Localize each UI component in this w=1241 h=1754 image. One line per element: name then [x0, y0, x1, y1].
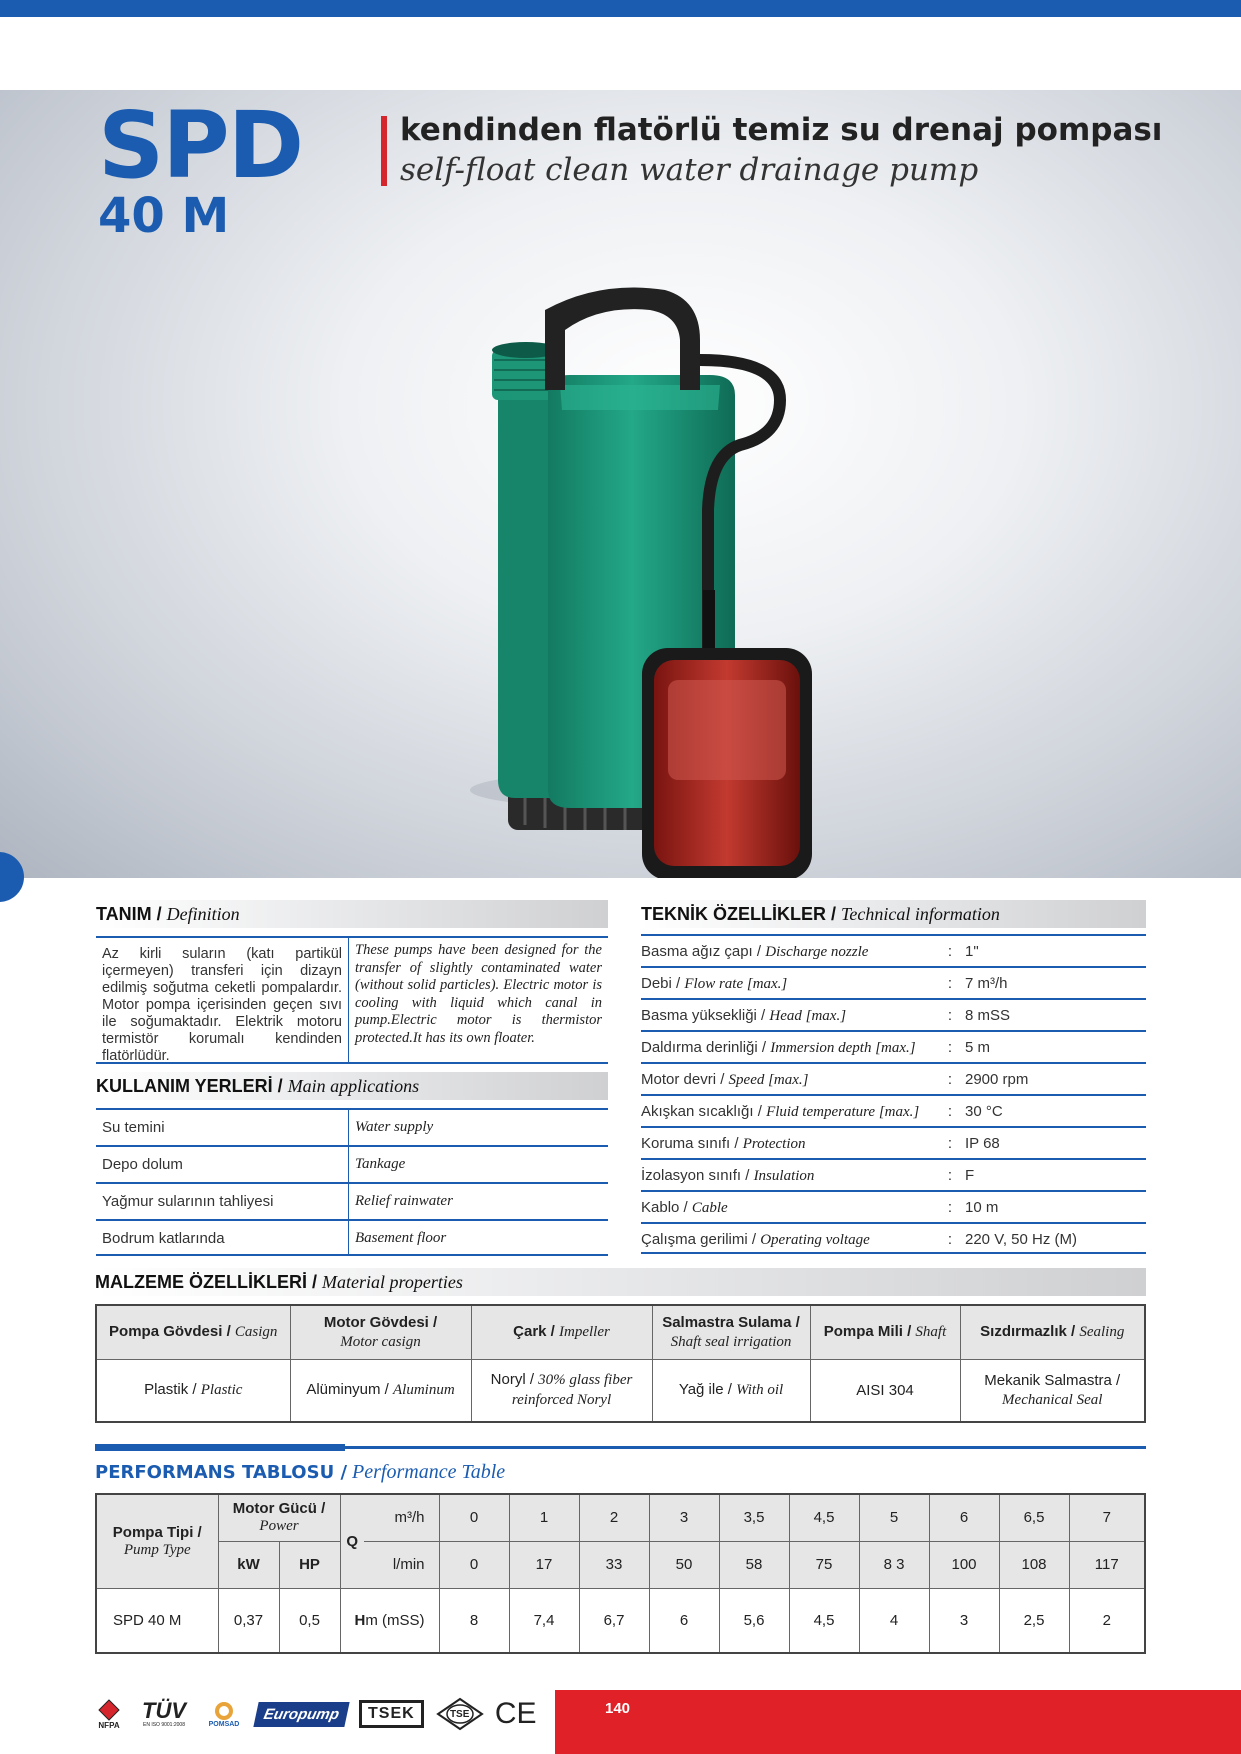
- unit-m3h: m³/h: [364, 1494, 439, 1541]
- spec-label-en: Insulation: [753, 1168, 815, 1184]
- tse-text: TSE: [449, 1708, 470, 1720]
- product-code: SPD: [98, 92, 303, 199]
- performance-heading-en: Performance Table: [352, 1461, 506, 1483]
- spec-label-en: Speed [max.]: [728, 1072, 809, 1088]
- value-tr: Mekanik Salmastra /: [984, 1371, 1121, 1389]
- header-tr: Pompa Mili /: [823, 1323, 912, 1341]
- table-header: [652, 1305, 810, 1359]
- materials-table: [95, 1304, 1146, 1423]
- spec-separator: :: [947, 1071, 953, 1088]
- definition-heading: [96, 900, 608, 928]
- flow-m3h: 6,5: [999, 1494, 1069, 1541]
- head-value: 6: [649, 1588, 719, 1653]
- flow-m3h: 0: [439, 1494, 509, 1541]
- header-tr: Sızdırmazlık /: [980, 1323, 1076, 1341]
- head-value: 3: [929, 1588, 999, 1653]
- spec-label-en: Fluid temperature [max.]: [766, 1104, 920, 1120]
- hp-header: HP: [279, 1541, 340, 1588]
- spec-value: 5 m: [965, 1039, 991, 1056]
- value-en: With oil: [736, 1382, 784, 1399]
- table-row: [641, 1126, 1146, 1158]
- materials-heading-tr: MALZEME ÖZELLİKLERİ /: [95, 1272, 317, 1292]
- spec-label-en: Operating voltage: [760, 1232, 870, 1248]
- application-en: Basement floor: [355, 1230, 447, 1246]
- nfpa-text: NFPA: [98, 1720, 120, 1730]
- performance-table: [95, 1493, 1146, 1654]
- spec-value: 30 °C: [965, 1103, 1003, 1120]
- table-row: [641, 998, 1146, 1030]
- table-header: [810, 1305, 960, 1359]
- pump-type-en: Pump Type: [123, 1541, 191, 1558]
- flow-lmin: 75: [789, 1541, 859, 1588]
- technical-heading-en: Technical information: [841, 904, 1000, 924]
- spec-label-tr: İzolasyon sınıfı /: [641, 1167, 750, 1184]
- kw-header: kW: [218, 1541, 279, 1588]
- flow-m3h: 2: [579, 1494, 649, 1541]
- application-tr: Depo dolum: [96, 1147, 349, 1182]
- table-cell: [471, 1359, 652, 1422]
- spec-separator: :: [947, 1231, 953, 1248]
- flow-lmin: 100: [929, 1541, 999, 1588]
- definition-text-en: These pumps have been designed for the transfer of slightly contaminated water (without solid particles). Electric motor is cooling with liquid which canal in pump.Electric motor is thermistor protected.It has its own floater.: [355, 942, 602, 1046]
- performance-heading: [95, 1461, 505, 1484]
- table-cell: [652, 1359, 810, 1422]
- table-cell: [960, 1359, 1145, 1422]
- spec-label-en: Protection: [742, 1136, 806, 1152]
- head-value: 4: [859, 1588, 929, 1653]
- table-row: [641, 934, 1146, 966]
- tsek-logo: [359, 1700, 424, 1728]
- spec-value: 7 m³/h: [965, 975, 1008, 992]
- table-cell: [810, 1359, 960, 1422]
- flow-lmin: 58: [719, 1541, 789, 1588]
- definition-heading-tr: TANIM /: [96, 904, 162, 924]
- spec-label-en: Flow rate [max.]: [684, 976, 788, 992]
- spec-separator: :: [947, 1007, 953, 1024]
- value-en: Aluminum: [393, 1382, 455, 1399]
- flow-lmin: 0: [439, 1541, 509, 1588]
- spec-label-tr: Koruma sınıfı /: [641, 1135, 739, 1152]
- title-divider: [381, 116, 387, 186]
- applications-heading-tr: KULLANIM YERLERİ /: [96, 1076, 283, 1096]
- spec-separator: :: [947, 1135, 953, 1152]
- head-value: 2,5: [999, 1588, 1069, 1653]
- value-en: Mechanical Seal: [1002, 1391, 1103, 1408]
- applications-heading-en: Main applications: [287, 1076, 420, 1096]
- tsek-text: TSEK: [368, 1705, 415, 1722]
- table-row: [641, 1062, 1146, 1094]
- power-header: [218, 1494, 340, 1541]
- table-header: [290, 1305, 471, 1359]
- header-en: Shaft seal irrigation: [670, 1333, 792, 1350]
- table-header: [471, 1305, 652, 1359]
- head-value: 6,7: [579, 1588, 649, 1653]
- header-en: Sealing: [1079, 1324, 1125, 1341]
- applications-list: [96, 1108, 608, 1256]
- technical-heading-tr: TEKNİK ÖZELLİKLER /: [641, 904, 836, 924]
- definition-text-tr: Az kirli suların (katı partikül içermeyen) transferi için dizayn edilmiş soğutma ceketli pompalardır. Motor pompa içerisinden geçen sıvı ile soğumaktadır. Elektrik motoru termistör korumalı kendinden flatörlüdür.: [96, 938, 349, 1062]
- performance-divider-accent: [95, 1444, 345, 1451]
- q-text: Q: [346, 1532, 359, 1550]
- table-row: [641, 1030, 1146, 1062]
- spec-label-tr: Çalışma gerilimi /: [641, 1231, 757, 1248]
- value-tr: Noryl /: [490, 1371, 534, 1389]
- header-en: Shaft: [915, 1324, 947, 1341]
- flow-lmin: 117: [1069, 1541, 1145, 1588]
- table-row: [96, 1541, 1145, 1588]
- spec-value: 220 V, 50 Hz (M): [965, 1231, 1077, 1248]
- spec-value: IP 68: [965, 1135, 1000, 1152]
- technical-list: [641, 934, 1146, 1254]
- value-tr: Yağ ile /: [678, 1381, 732, 1399]
- header-en: Impeller: [559, 1324, 610, 1341]
- spec-label-tr: Kablo /: [641, 1199, 688, 1216]
- table-row: [641, 966, 1146, 998]
- page-number: 140: [605, 1700, 631, 1717]
- europump-logo: [253, 1702, 349, 1727]
- application-tr: Yağmur sularının tahliyesi: [96, 1184, 349, 1219]
- materials-heading: [95, 1268, 1146, 1296]
- spec-value: F: [965, 1167, 975, 1184]
- application-en: Water supply: [355, 1119, 434, 1135]
- spec-label-en: Cable: [691, 1200, 728, 1216]
- head-label-unit: m (mSS): [365, 1611, 425, 1629]
- table-row: [96, 1359, 1145, 1422]
- pomsad-logo: [204, 1701, 244, 1728]
- performance-heading-tr: PERFORMANS TABLOSU /: [95, 1462, 348, 1483]
- ce-text: CE: [494, 1697, 537, 1730]
- table-header: [96, 1305, 290, 1359]
- pump-type-header: [96, 1494, 218, 1588]
- head-value: 4,5: [789, 1588, 859, 1653]
- value-tr: Plastik /: [144, 1381, 197, 1399]
- footer-bar: [555, 1690, 1241, 1754]
- hp-value: 0,5: [279, 1588, 340, 1653]
- value-en: 30% glass fiber reinforced Noryl: [511, 1372, 633, 1409]
- table-row: [641, 1190, 1146, 1222]
- value-en: Plastic: [200, 1382, 243, 1399]
- unit-lmin: l/min: [364, 1541, 439, 1588]
- power-en: Power: [259, 1518, 299, 1535]
- flow-lmin: 33: [579, 1541, 649, 1588]
- table-row: [641, 1158, 1146, 1190]
- spec-separator: :: [947, 1167, 953, 1184]
- header-tr: Çark /: [513, 1323, 555, 1341]
- list-item: [96, 1219, 608, 1256]
- pump-type-value: SPD 40 M: [96, 1588, 218, 1653]
- header-en: Casign: [234, 1324, 278, 1341]
- flow-lmin: 17: [509, 1541, 579, 1588]
- applications-heading: [96, 1072, 608, 1100]
- technical-heading: [641, 900, 1146, 928]
- head-value: 8: [439, 1588, 509, 1653]
- pomsad-text: POMSAD: [208, 1720, 240, 1728]
- table-cell: [290, 1359, 471, 1422]
- certification-logos: [94, 1696, 536, 1732]
- spec-label-tr: Basma yüksekliği /: [641, 1007, 766, 1024]
- header-tr: Salmastra Sulama /: [662, 1313, 800, 1331]
- europump-text: Europump: [262, 1705, 341, 1723]
- head-label-letter: H: [354, 1611, 366, 1629]
- table-header: [960, 1305, 1145, 1359]
- spec-label-tr: Akışkan sıcaklığı /: [641, 1103, 762, 1120]
- application-en: Tankage: [355, 1156, 406, 1172]
- spec-label-tr: Daldırma derinliği /: [641, 1039, 767, 1056]
- materials-heading-en: Material properties: [322, 1272, 463, 1292]
- kw-value: 0,37: [218, 1588, 279, 1653]
- spec-label-tr: Basma ağız çapı /: [641, 943, 762, 960]
- flow-lmin: 8 3: [859, 1541, 929, 1588]
- list-item: [96, 1182, 608, 1219]
- head-value: 7,4: [509, 1588, 579, 1653]
- flow-m3h: 5: [859, 1494, 929, 1541]
- header-tr: Motor Gövdesi /: [323, 1313, 438, 1331]
- spec-separator: :: [947, 1199, 953, 1216]
- table-row: [96, 1494, 1145, 1541]
- pump-type-tr: Pompa Tipi /: [112, 1523, 202, 1541]
- table-row: [641, 1222, 1146, 1254]
- flow-lmin: 108: [999, 1541, 1069, 1588]
- nfpa-logo: [94, 1699, 124, 1730]
- spec-label-tr: Motor devri /: [641, 1071, 725, 1088]
- flow-m3h: 3: [649, 1494, 719, 1541]
- flow-lmin: 50: [649, 1541, 719, 1588]
- flow-m3h: 1: [509, 1494, 579, 1541]
- product-title-tr: kendinden flatörlü temiz su drenaj pompası: [400, 112, 1163, 148]
- head-value: 5,6: [719, 1588, 789, 1653]
- power-tr: Motor Gücü /: [232, 1500, 326, 1518]
- spec-separator: :: [947, 943, 953, 960]
- list-item: [96, 1145, 608, 1182]
- spec-label-en: Discharge nozzle: [765, 944, 869, 960]
- product-model: 40 M: [98, 188, 230, 244]
- spec-label-en: Immersion depth [max.]: [770, 1040, 916, 1056]
- performance-divider: [95, 1446, 1146, 1449]
- tuv-text: TÜV: [142, 1698, 186, 1723]
- tuv-subtext: EN ISO 9001:2008: [143, 1722, 185, 1728]
- header-tr: Pompa Gövdesi /: [109, 1323, 231, 1341]
- top-accent-bar: [0, 0, 1241, 17]
- value-tr: Alüminyum /: [306, 1381, 389, 1399]
- flow-m3h: 7: [1069, 1494, 1145, 1541]
- tse-logo: [436, 1697, 484, 1731]
- spec-separator: :: [947, 975, 953, 992]
- spec-separator: :: [947, 1103, 953, 1120]
- application-tr: Su temini: [96, 1110, 349, 1145]
- head-value: 2: [1069, 1588, 1145, 1653]
- spec-label-en: Head [max.]: [769, 1008, 847, 1024]
- definition-heading-en: Definition: [166, 904, 240, 924]
- spec-value: 8 mSS: [965, 1007, 1011, 1024]
- flow-m3h: 6: [929, 1494, 999, 1541]
- table-cell: [96, 1359, 290, 1422]
- table-row: [96, 1588, 1145, 1653]
- list-item: [96, 1108, 608, 1145]
- flow-m3h: 4,5: [789, 1494, 859, 1541]
- header-en: Motor casign: [340, 1333, 421, 1350]
- product-title-en: self-float clean water drainage pump: [400, 152, 979, 188]
- q-label: [340, 1494, 364, 1588]
- ce-mark-icon: [496, 1697, 536, 1731]
- head-label: [340, 1588, 439, 1653]
- spec-value: 2900 rpm: [965, 1071, 1029, 1088]
- tuv-logo: [136, 1700, 192, 1728]
- spec-separator: :: [947, 1039, 953, 1056]
- flow-m3h: 3,5: [719, 1494, 789, 1541]
- definition-box: [96, 936, 608, 1064]
- table-row: [96, 1305, 1145, 1359]
- value-tr: AISI 304: [856, 1381, 914, 1399]
- spec-label-tr: Debi /: [641, 975, 681, 992]
- table-row: [641, 1094, 1146, 1126]
- application-tr: Bodrum katlarında: [96, 1221, 349, 1254]
- spec-value: 1": [965, 943, 979, 960]
- application-en: Relief rainwater: [355, 1193, 453, 1209]
- spec-value: 10 m: [965, 1199, 999, 1216]
